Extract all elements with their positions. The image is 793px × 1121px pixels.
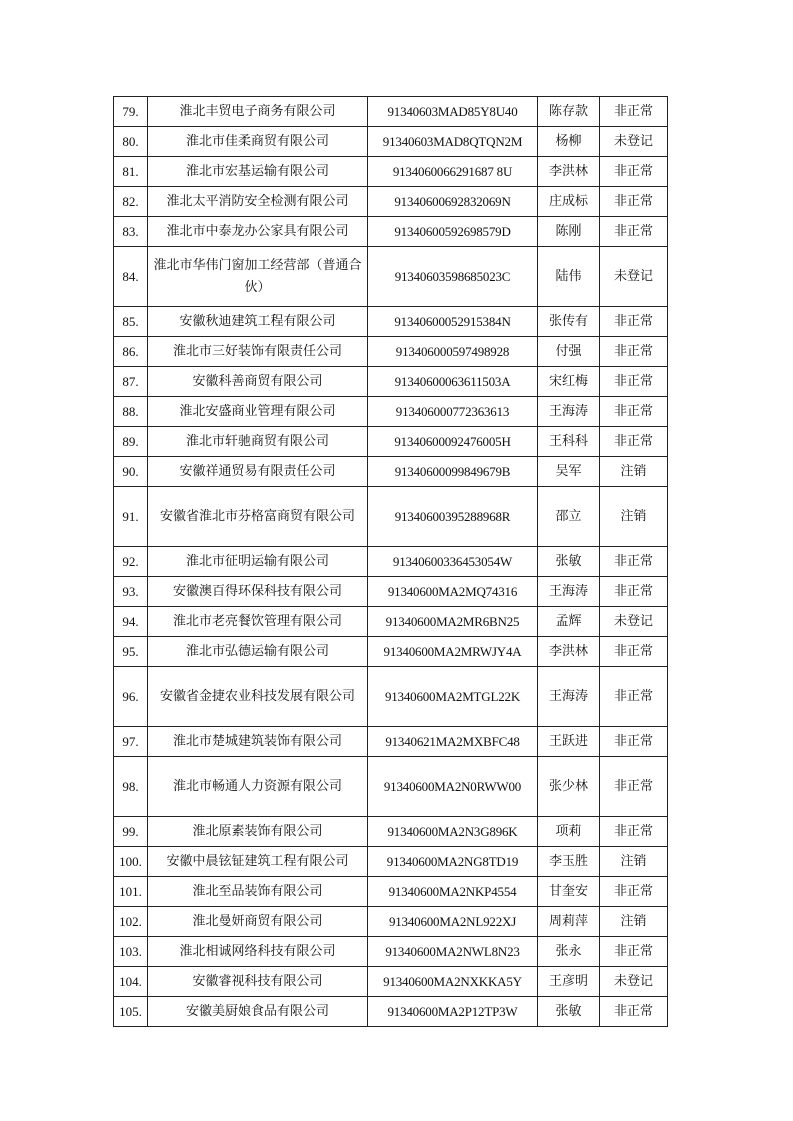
company-name: 淮北市楚城建筑装饰有限公司	[148, 727, 368, 757]
row-number: 93.	[114, 577, 148, 607]
legal-person: 付强	[538, 337, 600, 367]
table-row	[114, 847, 668, 877]
company-name: 淮北市畅通人力资源有限公司	[148, 757, 368, 817]
row-number: 94.	[114, 607, 148, 637]
table-row	[114, 427, 668, 457]
credit-code: 91340600MA2MQ74316	[368, 577, 538, 607]
legal-person: 李洪林	[538, 157, 600, 187]
row-number: 89.	[114, 427, 148, 457]
credit-code: 913406000597498928	[368, 337, 538, 367]
legal-person: 王跃进	[538, 727, 600, 757]
company-name: 淮北市征明运输有限公司	[148, 547, 368, 577]
credit-code: 91340600MA2NXKKA5Y	[368, 967, 538, 997]
credit-code: 91340600MA2NWL8N23	[368, 937, 538, 967]
row-number: 104.	[114, 967, 148, 997]
row-number: 98.	[114, 757, 148, 817]
legal-person: 孟辉	[538, 607, 600, 637]
row-number: 88.	[114, 397, 148, 427]
table-row	[114, 547, 668, 577]
table-row	[114, 457, 668, 487]
table-row	[114, 247, 668, 307]
legal-person: 吴军	[538, 457, 600, 487]
row-number: 81.	[114, 157, 148, 187]
company-name: 淮北曼妍商贸有限公司	[148, 907, 368, 937]
record-table-body	[114, 97, 668, 1027]
legal-person: 李洪林	[538, 637, 600, 667]
legal-person: 项莉	[538, 817, 600, 847]
status: 非正常	[600, 877, 668, 907]
table-row	[114, 187, 668, 217]
company-name: 安徽秋迪建筑工程有限公司	[148, 307, 368, 337]
company-name: 淮北市三好装饰有限责任公司	[148, 337, 368, 367]
company-name: 淮北市华伟门窗加工经营部（普通合伙）	[148, 247, 368, 307]
row-number: 90.	[114, 457, 148, 487]
status: 非正常	[600, 937, 668, 967]
table-row	[114, 307, 668, 337]
legal-person: 李玉胜	[538, 847, 600, 877]
table-row	[114, 907, 668, 937]
status: 非正常	[600, 667, 668, 727]
row-number: 100.	[114, 847, 148, 877]
company-name: 安徽省淮北市芬格富商贸有限公司	[148, 487, 368, 547]
company-name: 安徽澳百得环保科技有限公司	[148, 577, 368, 607]
row-number: 105.	[114, 997, 148, 1027]
row-number: 92.	[114, 547, 148, 577]
row-number: 97.	[114, 727, 148, 757]
company-name: 淮北原素装饰有限公司	[148, 817, 368, 847]
status: 非正常	[600, 97, 668, 127]
credit-code: 91340603MAD85Y8U40	[368, 97, 538, 127]
legal-person: 张敏	[538, 547, 600, 577]
legal-person: 张少林	[538, 757, 600, 817]
legal-person: 王海涛	[538, 577, 600, 607]
table-row	[114, 757, 668, 817]
table-row	[114, 157, 668, 187]
company-name: 淮北太平消防安全检测有限公司	[148, 187, 368, 217]
status: 未登记	[600, 127, 668, 157]
table-row	[114, 337, 668, 367]
status: 非正常	[600, 397, 668, 427]
row-number: 102.	[114, 907, 148, 937]
table-row	[114, 367, 668, 397]
company-name: 淮北至品装饰有限公司	[148, 877, 368, 907]
legal-person: 邵立	[538, 487, 600, 547]
table-row	[114, 997, 668, 1027]
status: 非正常	[600, 367, 668, 397]
company-name: 安徽中晨铉钲建筑工程有限公司	[148, 847, 368, 877]
status: 非正常	[600, 637, 668, 667]
credit-code: 91340600336453054W	[368, 547, 538, 577]
legal-person: 陆伟	[538, 247, 600, 307]
row-number: 82.	[114, 187, 148, 217]
table-row	[114, 877, 668, 907]
status: 注销	[600, 487, 668, 547]
legal-person: 王彦明	[538, 967, 600, 997]
credit-code: 91340600MA2NKP4554	[368, 877, 538, 907]
legal-person: 王科科	[538, 427, 600, 457]
status: 非正常	[600, 307, 668, 337]
status: 非正常	[600, 817, 668, 847]
table-row	[114, 577, 668, 607]
legal-person: 张敏	[538, 997, 600, 1027]
status: 非正常	[600, 337, 668, 367]
table-row	[114, 487, 668, 547]
company-name: 安徽科善商贸有限公司	[148, 367, 368, 397]
row-number: 79.	[114, 97, 148, 127]
status: 注销	[600, 907, 668, 937]
credit-code: 91340600MA2MR6BN25	[368, 607, 538, 637]
row-number: 91.	[114, 487, 148, 547]
company-name: 淮北市老亮餐饮管理有限公司	[148, 607, 368, 637]
company-name: 淮北市宏基运输有限公司	[148, 157, 368, 187]
row-number: 87.	[114, 367, 148, 397]
company-name: 淮北丰贸电子商务有限公司	[148, 97, 368, 127]
credit-code: 91340600692832069N	[368, 187, 538, 217]
row-number: 80.	[114, 127, 148, 157]
company-name: 安徽美厨娘食品有限公司	[148, 997, 368, 1027]
legal-person: 张传有	[538, 307, 600, 337]
company-name: 淮北市佳柔商贸有限公司	[148, 127, 368, 157]
row-number: 95.	[114, 637, 148, 667]
status: 注销	[600, 847, 668, 877]
credit-code: 91340621MA2MXBFC48	[368, 727, 538, 757]
credit-code: 91340600092476005H	[368, 427, 538, 457]
table-row	[114, 97, 668, 127]
status: 非正常	[600, 997, 668, 1027]
credit-code: 913406000772363613	[368, 397, 538, 427]
status: 非正常	[600, 157, 668, 187]
credit-code: 91340600592698579D	[368, 217, 538, 247]
status: 非正常	[600, 547, 668, 577]
row-number: 103.	[114, 937, 148, 967]
company-name: 淮北安盛商业管理有限公司	[148, 397, 368, 427]
status: 非正常	[600, 187, 668, 217]
credit-code: 91340603MAD8QTQN2M	[368, 127, 538, 157]
table-row	[114, 217, 668, 247]
credit-code: 91340600MA2MTGL22K	[368, 667, 538, 727]
table-row	[114, 967, 668, 997]
row-number: 85.	[114, 307, 148, 337]
credit-code: 9134060066291687 8U	[368, 157, 538, 187]
legal-person: 陈刚	[538, 217, 600, 247]
table-row	[114, 817, 668, 847]
credit-code: 91340600063611503A	[368, 367, 538, 397]
legal-person: 甘奎安	[538, 877, 600, 907]
company-name: 安徽省金捷农业科技发展有限公司	[148, 667, 368, 727]
legal-person: 宋红梅	[538, 367, 600, 397]
credit-code: 91340600MA2MRWJY4A	[368, 637, 538, 667]
credit-code: 91340600MA2N0RWW00	[368, 757, 538, 817]
table-row	[114, 667, 668, 727]
company-name: 淮北市中泰龙办公家具有限公司	[148, 217, 368, 247]
status: 非正常	[600, 727, 668, 757]
status: 未登记	[600, 607, 668, 637]
company-name: 安徽祥通贸易有限责任公司	[148, 457, 368, 487]
row-number: 84.	[114, 247, 148, 307]
status: 非正常	[600, 577, 668, 607]
company-name: 安徽睿视科技有限公司	[148, 967, 368, 997]
status: 注销	[600, 457, 668, 487]
status: 非正常	[600, 427, 668, 457]
credit-code: 91340600MA2NG8TD19	[368, 847, 538, 877]
row-number: 83.	[114, 217, 148, 247]
credit-code: 91340600099849679B	[368, 457, 538, 487]
credit-code: 91340600052915384N	[368, 307, 538, 337]
credit-code: 91340600MA2N3G896K	[368, 817, 538, 847]
row-number: 99.	[114, 817, 148, 847]
row-number: 96.	[114, 667, 148, 727]
status: 非正常	[600, 757, 668, 817]
credit-code: 91340600MA2P12TP3W	[368, 997, 538, 1027]
legal-person: 张永	[538, 937, 600, 967]
credit-code: 91340600MA2NL922XJ	[368, 907, 538, 937]
legal-person: 陈存款	[538, 97, 600, 127]
table-row	[114, 937, 668, 967]
credit-code: 91340600395288968R	[368, 487, 538, 547]
legal-person: 王海涛	[538, 397, 600, 427]
legal-person: 庄成标	[538, 187, 600, 217]
company-name: 淮北相诚网络科技有限公司	[148, 937, 368, 967]
legal-person: 周莉萍	[538, 907, 600, 937]
status: 未登记	[600, 967, 668, 997]
row-number: 86.	[114, 337, 148, 367]
row-number: 101.	[114, 877, 148, 907]
company-name: 淮北市轩驰商贸有限公司	[148, 427, 368, 457]
credit-code: 91340603598685023C	[368, 247, 538, 307]
table-row	[114, 127, 668, 157]
table-row	[114, 607, 668, 637]
record-table	[113, 96, 668, 1027]
legal-person: 王海涛	[538, 667, 600, 727]
legal-person: 杨柳	[538, 127, 600, 157]
table-row	[114, 397, 668, 427]
status: 非正常	[600, 217, 668, 247]
company-name: 淮北市弘德运输有限公司	[148, 637, 368, 667]
table-row	[114, 637, 668, 667]
table-row	[114, 727, 668, 757]
status: 未登记	[600, 247, 668, 307]
